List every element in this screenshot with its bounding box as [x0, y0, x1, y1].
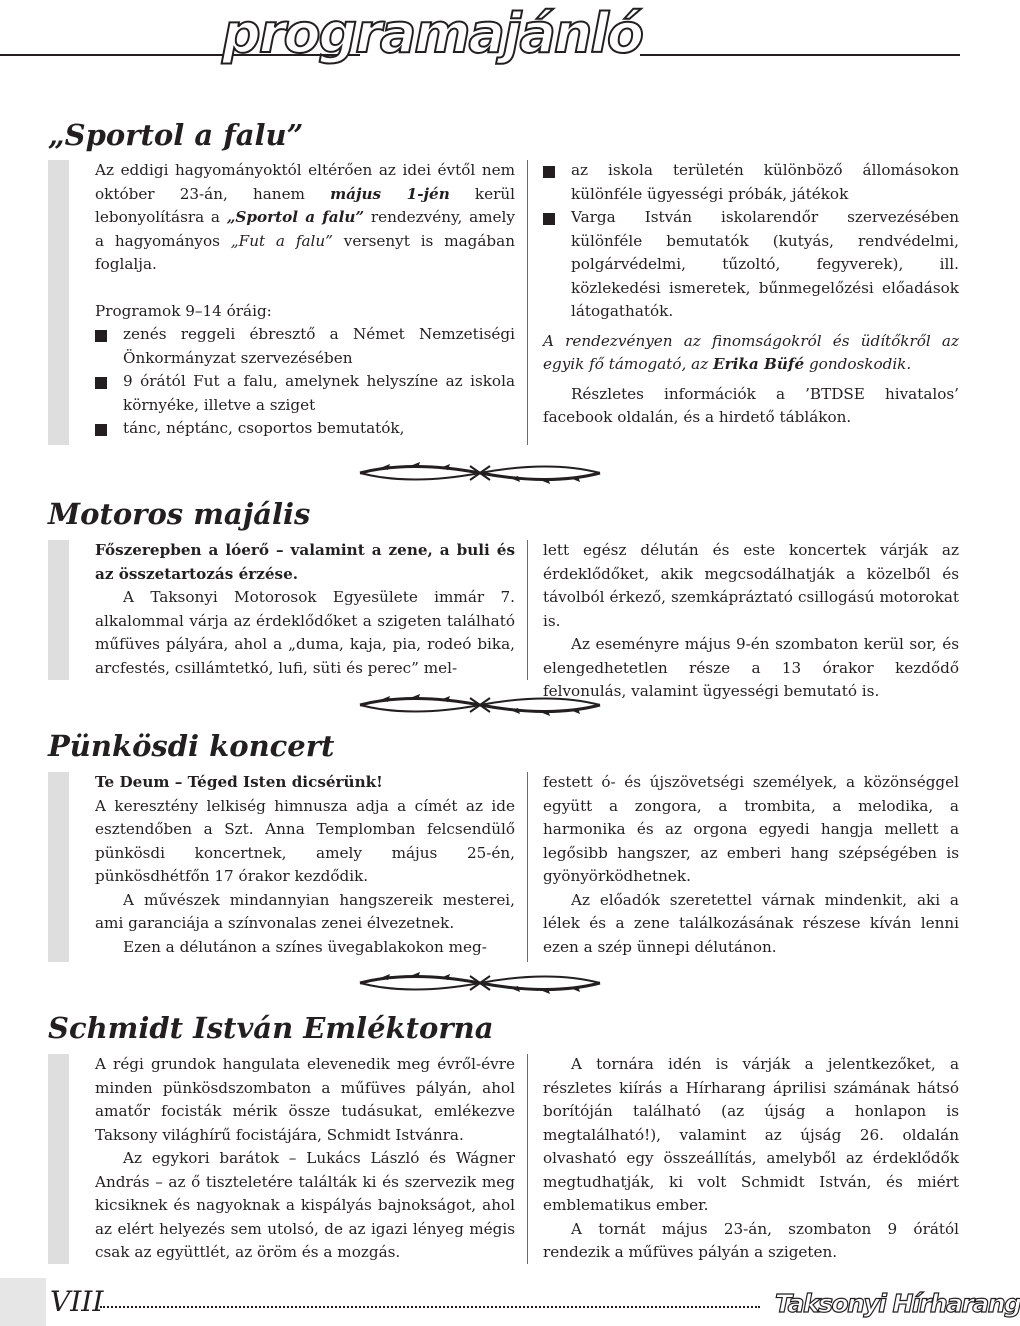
sportol-column-divider — [527, 160, 528, 445]
motoros-column-divider — [527, 540, 528, 680]
sportol-intro: Az eddigi hagyományoktól eltérően az idei évtől nem október 23-án, hanem május 1-jén kerül lebonyolításra a „Sportol a falu” rendezvény, amely a hagyományos „Fut a falu” versenyt is magában foglalja. — [95, 161, 515, 273]
sportol-bullet-5: Varga István iskolarendőr szervezésében különféle bemutatók (kutyás, rendvédelmi, polgárvédelmi, tűzoltó, fegyverek), ill. közlekedési ismeretek, bűnmegelőzési előadások látogathatók. — [543, 206, 959, 324]
header-rule-right — [640, 54, 960, 56]
punkosdi-left-paragraph-3: Ezen a délutánon a színes üvegablakokon meg- — [123, 937, 487, 956]
section-title-schmidt: Schmidt István Emléktorna — [48, 1011, 494, 1045]
ornament-divider-2 — [340, 692, 620, 718]
section-bar-motoros — [48, 540, 69, 680]
footer-dotted-rule — [100, 1306, 760, 1308]
page-number: VIII — [50, 1285, 104, 1318]
section-bar-sportol — [48, 160, 69, 445]
punkosdi-right-paragraph-2: Az előadók szeretettel várnak mindenkit, aki a lélek és a zene találkozásának részese kíván lenni ezen a szép ünnepi délutánon. — [543, 890, 959, 956]
punkosdi-left-paragraph-2: A művészek mindannyian hangszereik mesterei, ami garanciája a színvonalas zenei élvezetnek. — [95, 890, 515, 932]
punkosdi-column-divider — [527, 772, 528, 962]
motoros-right-paragraph-2: Az eseményre május 9-én szombaton kerül sor, és elengedhetetlen része a 13 órakor kezdődő felvonulás, valamint ügyességi bemutató is. — [543, 635, 959, 700]
sportol-bullet-3: tánc, néptánc, csoportos bemutatók, — [95, 417, 515, 441]
sportol-right-column — [543, 159, 959, 430]
schmidt-left-column — [95, 1053, 515, 1265]
motoros-lead: Főszerepben a lóerő – valamint a zene, a buli és az összetartozás érzése. — [95, 541, 515, 583]
section-title-punkosdi: Pünkösdi koncert — [48, 729, 335, 763]
section-bar-schmidt — [48, 1054, 69, 1264]
schmidt-left-paragraph-2: Az egykori barátok – Lukács László és Wágner András – az ő tiszteletére találták ki és szervezik meg kicsiknek és nagyoknak a kispályás bajnokságot, ahol az elért helyezés sem utolsó, de az igazi lényeg mégis csak az együttlét, az öröm és a mozgás. — [95, 1149, 515, 1261]
sportol-bullet-4: az iskola területén különböző állomásokon különféle ügyességi próbák, játékok — [543, 159, 959, 206]
page-header-title: programajánló — [222, 2, 642, 65]
sportol-programs-title: Programok 9–14 óráig: — [95, 301, 272, 320]
punkosdi-right-column — [543, 771, 959, 959]
ornament-divider-1 — [340, 460, 620, 486]
schmidt-right-paragraph-2: A tornát május 23-án, szombaton 9 órától rendezik a műfüves pályán a szigeten. — [543, 1219, 959, 1261]
footer-corner-box — [0, 1278, 46, 1326]
sportol-bullet-2: 9 órától Fut a falu, amelynek helyszíne az iskola környéke, illetve a sziget — [95, 370, 515, 417]
section-title-sportol: „Sportol a falu” — [48, 118, 304, 152]
ornament-divider-3 — [340, 970, 620, 996]
sportol-bullet-1: zenés reggeli ébresztő a Német Nemzetiségi Önkormányzat szervezésében — [95, 323, 515, 370]
motoros-right-paragraph-1: lett egész délután és este koncertek várják az érdeklődőket, akik megcsodálhatják a közelből és távolból érkező, szemkápráztató csillogású motorokat is. — [543, 541, 959, 630]
schmidt-left-paragraph-1: A régi grundok hangulata elevenedik meg évről-évre minden pünkösdszombaton a műfüves pályán, ahol amatőr focisták mérik össze tudásukat, emlékezve Taksony világhírű focistájára, Schmidt Istvánra. — [95, 1055, 515, 1144]
motoros-left-paragraph: A Taksonyi Motorosok Egyesülete immár 7. alkalommal várja az érdeklődőket a szigeten található műfüves pályára, ahol a „duma, kaja, pia, rodeó bika, arcfestés, csillámtetkó, lufi, süti és perec” mel- — [95, 588, 515, 677]
sportol-sponsor-note: A rendezvényen az finomságokról és üdítőkről az egyik fő támogató, az Erika Büfé gondoskodik. — [543, 331, 959, 373]
motoros-left-column — [95, 539, 515, 680]
schmidt-right-paragraph-1: A tornára idén is várják a jelentkezőket, a részletes kiírás a Hírharang áprilisi számának hátsó borítóján található (az újság a honlapon is megtalálható!), valamint az újság 26. oldalán olvasható egy összeállítás, amelyből az érdeklődők megtudhatják, ki volt Schmidt István, és miért emblematikus ember. — [543, 1055, 959, 1214]
schmidt-column-divider — [527, 1054, 528, 1264]
motoros-right-column — [543, 539, 959, 704]
punkosdi-lead: Te Deum – Téged Isten dicsérünk! — [95, 773, 383, 791]
punkosdi-right-paragraph-1: festett ó- és újszövetségi személyek, a közönséggel együtt a zongora, a trombita, a melodika, a harmonika és az orgona egyedi hangja mellett a legősibb hangszer, az emberi hang szépségében is gyönyörködhetnek. — [543, 773, 959, 885]
sportol-left-column — [95, 159, 515, 441]
sportol-info: Részletes információk a ’BTDSE hivatalos’ facebook oldalán, és a hirdető táblákon. — [543, 384, 959, 426]
section-title-motoros: Motoros majális — [48, 497, 311, 531]
punkosdi-left-paragraph-1: A keresztény lelkiség himnusza adja a címét az ide esztendőben a Szt. Anna Templomban felcsendülő pünkösdi koncertnek, amely május 25-én, pünkösdhétfőn 17 órakor kezdődik. — [95, 796, 515, 885]
section-bar-punkosdi — [48, 772, 69, 962]
punkosdi-left-column — [95, 771, 515, 959]
footer-brand-logo: Taksonyi Hírharang — [775, 1289, 1020, 1318]
schmidt-right-column — [543, 1053, 959, 1265]
